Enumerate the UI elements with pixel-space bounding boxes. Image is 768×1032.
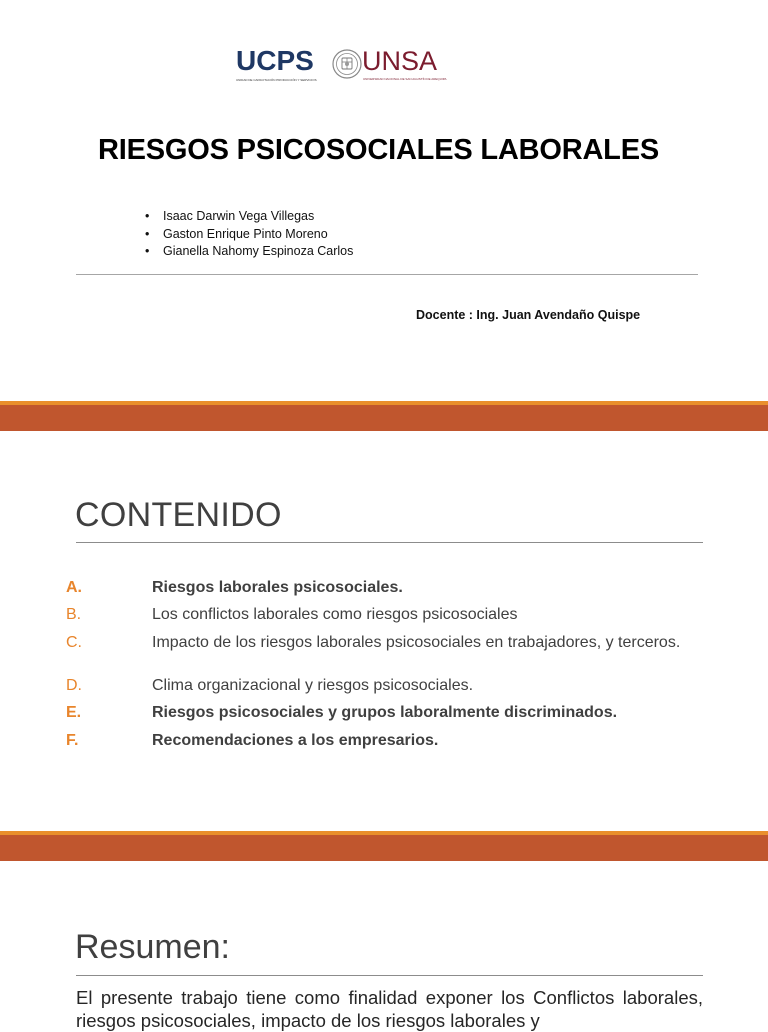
toc-letter: F.	[66, 732, 79, 749]
contents-heading: CONTENIDO	[75, 496, 282, 534]
toc-item	[66, 705, 696, 733]
author-item	[145, 226, 353, 244]
slide-separator-band	[0, 401, 768, 431]
unsa-logo-text: UNSA	[362, 46, 438, 76]
bullet-icon: •	[145, 226, 150, 241]
ucps-logo-text: UCPS	[236, 45, 314, 76]
ucps-logo	[236, 46, 320, 86]
toc-text: Riesgos laborales psicosociales.	[152, 579, 403, 596]
toc-letter: C.	[66, 634, 82, 651]
unsa-logo	[332, 44, 447, 86]
heading-underline	[76, 975, 703, 976]
author-name: Isaac Darwin Vega Villegas	[163, 209, 315, 223]
author-name: Gaston Enrique Pinto Moreno	[163, 226, 328, 241]
author-item	[145, 243, 353, 261]
toc-item	[66, 733, 696, 760]
toc-text: Clima organizacional y riesgos psicosociales.	[152, 677, 474, 694]
unsa-seal-icon	[332, 44, 362, 84]
author-list	[145, 208, 353, 261]
toc-letter: E.	[66, 704, 82, 721]
author-name: Gianella Nahomy Espinoza Carlos	[163, 244, 354, 258]
ucps-logo-subtitle: UNIDAD DE CAPACITACIÓN PRODUCCIÓN Y SERVICIOS	[236, 78, 317, 82]
toc-text: Riesgos psicosociales y grupos laboralmente discriminados.	[152, 704, 618, 721]
slide-separator-band	[0, 831, 768, 861]
document-title: RIESGOS PSICOSOCIALES LABORALES	[98, 134, 659, 166]
toc-letter: B.	[66, 606, 82, 623]
bullet-icon: •	[145, 209, 150, 223]
table-of-contents	[66, 580, 696, 760]
toc-text: Recomendaciones a los empresarios.	[152, 732, 439, 749]
summary-paragraph: El presente trabajo tiene como finalidad exponer los Conflictos laborales, riesgos psicosociales, impacto de los riesgos laborales y	[76, 987, 703, 1031]
unsa-logo-subtitle: UNIVERSIDAD NACIONAL DE SAN AGUSTÍN DE AREQUIPA	[363, 77, 447, 81]
docente-label: Docente : Ing. Juan Avendaño Quispe	[416, 308, 641, 322]
summary-heading: Resumen:	[75, 928, 230, 966]
toc-letter: A.	[66, 579, 82, 596]
author-item	[145, 208, 353, 226]
toc-letter: D.	[66, 677, 82, 694]
toc-text: Impacto de los riesgos laborales psicosociales en trabajadores, y terceros.	[152, 634, 681, 651]
toc-item	[66, 580, 696, 607]
heading-underline	[76, 542, 703, 543]
toc-item	[66, 607, 696, 635]
toc-text: Los conflictos laborales como riesgos psicosociales	[152, 606, 518, 623]
toc-item	[66, 635, 696, 678]
toc-item	[66, 678, 696, 705]
divider	[76, 274, 698, 275]
bullet-icon: •	[145, 244, 150, 258]
